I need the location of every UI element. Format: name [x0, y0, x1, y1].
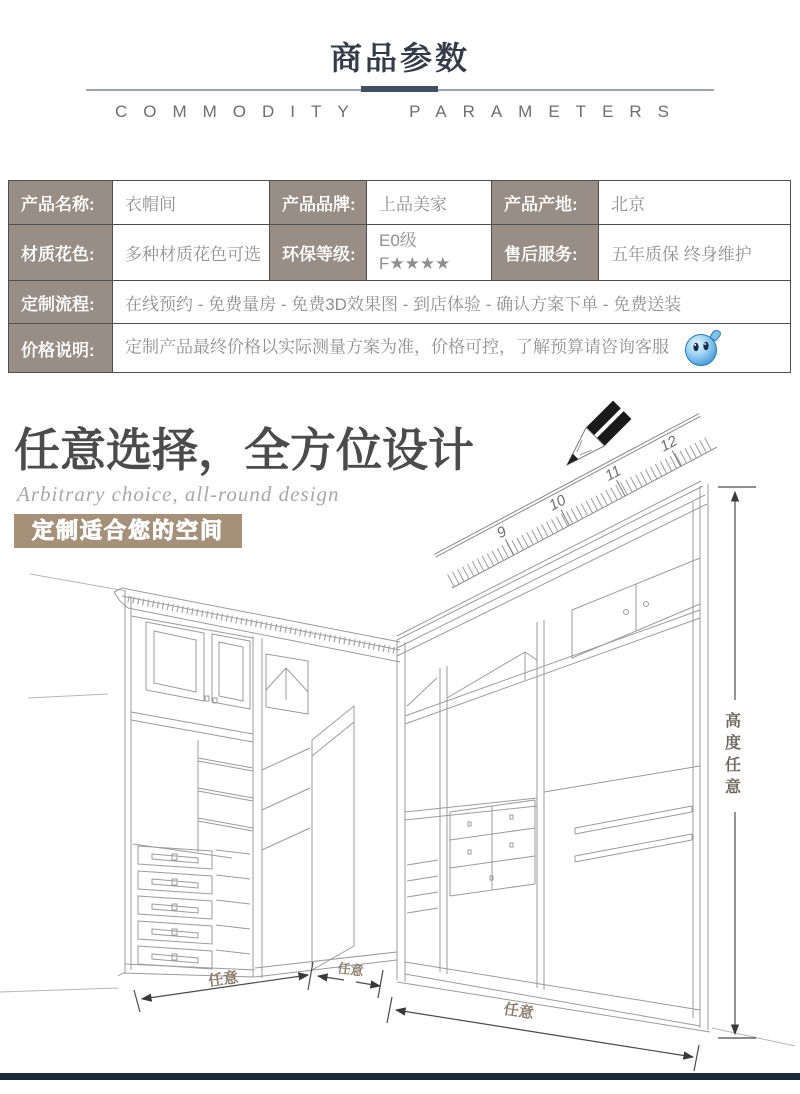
bottom-bar	[0, 1073, 800, 1080]
svg-text:任: 任	[724, 757, 742, 774]
page-title: 商品参数	[329, 40, 470, 76]
price-note-text: 定制产品最终价格以实际测量方案为准，价格可控，了解预算请咨询客服	[125, 337, 669, 357]
dimension-line-bottom-mid-right	[356, 982, 380, 986]
param-label-origin: 产品产地:	[492, 181, 599, 225]
param-value-aftersales: 五年质保 终身维护	[599, 225, 791, 281]
wardrobe-line-drawing	[114, 481, 710, 1032]
ruler-number: 9	[494, 523, 510, 543]
param-value-eco-grade	[367, 225, 492, 281]
param-label-material: 材质花色:	[9, 225, 113, 281]
left-wing-shelves	[133, 740, 253, 858]
ruler-number: 12	[657, 432, 681, 456]
crown-hatch	[128, 599, 398, 651]
cabinet-knob	[624, 610, 629, 615]
param-value-custom-process: 在线预约 - 免费量房 - 免费3D效果图 - 到店体验 - 确认方案下单 - 免费送装	[113, 281, 791, 324]
dimension-label-height	[725, 711, 741, 796]
param-value-brand: 上品美家	[367, 181, 492, 225]
section-subheading-english: Arbitrary choice, all-round design	[17, 482, 340, 506]
param-label-price-note: 价格说明:	[9, 324, 113, 373]
customer-service-mascot-icon	[682, 329, 722, 367]
page-subtitle-english: COMMODITY PARAMETERS	[114, 102, 686, 121]
cabinet-knob	[644, 602, 649, 607]
eco-grade-line2: F★★★★	[379, 253, 451, 273]
left-wing-drawers	[138, 846, 250, 969]
divider-accent	[361, 86, 438, 92]
param-label-custom-process: 定制流程:	[9, 281, 113, 324]
left-wing-frame	[114, 588, 400, 978]
svg-text:意: 意	[724, 779, 742, 796]
param-value-price-note	[113, 324, 791, 373]
param-value-material: 多种材质花色可选	[113, 225, 270, 281]
table-row	[9, 225, 791, 281]
ruler-number: 10	[546, 491, 569, 515]
right-wing-frame	[397, 481, 710, 1032]
param-label-eco-grade: 环保等级:	[270, 225, 367, 281]
table-row	[9, 324, 791, 373]
section-heading: 任意选择，全方位设计	[14, 425, 474, 476]
param-label-product-name: 产品名称:	[9, 181, 113, 225]
corner-unit	[255, 654, 397, 977]
param-value-origin: 北京	[599, 181, 791, 225]
right-wing-interior	[405, 766, 700, 913]
param-label-aftersales: 售后服务:	[492, 225, 599, 281]
table-row	[9, 181, 791, 225]
dimension-label-width-mid: 任意	[336, 960, 365, 979]
dimension-label-width-left: 任意	[207, 970, 240, 991]
section-tag-banner: 定制适合您的空间	[14, 514, 242, 548]
svg-text:高: 高	[724, 713, 742, 730]
product-parameters-table	[8, 180, 791, 373]
dimension-label-width-right: 任意	[502, 1001, 535, 1023]
svg-text:度: 度	[724, 735, 742, 752]
ruler-number: 11	[602, 462, 624, 485]
dimension-line-bottom-mid-left	[318, 976, 344, 980]
eco-grade-line1: E0级	[379, 231, 417, 251]
table-row	[9, 281, 791, 324]
param-label-brand: 产品品牌:	[270, 181, 367, 225]
param-value-product-name: 衣帽间	[113, 181, 270, 225]
